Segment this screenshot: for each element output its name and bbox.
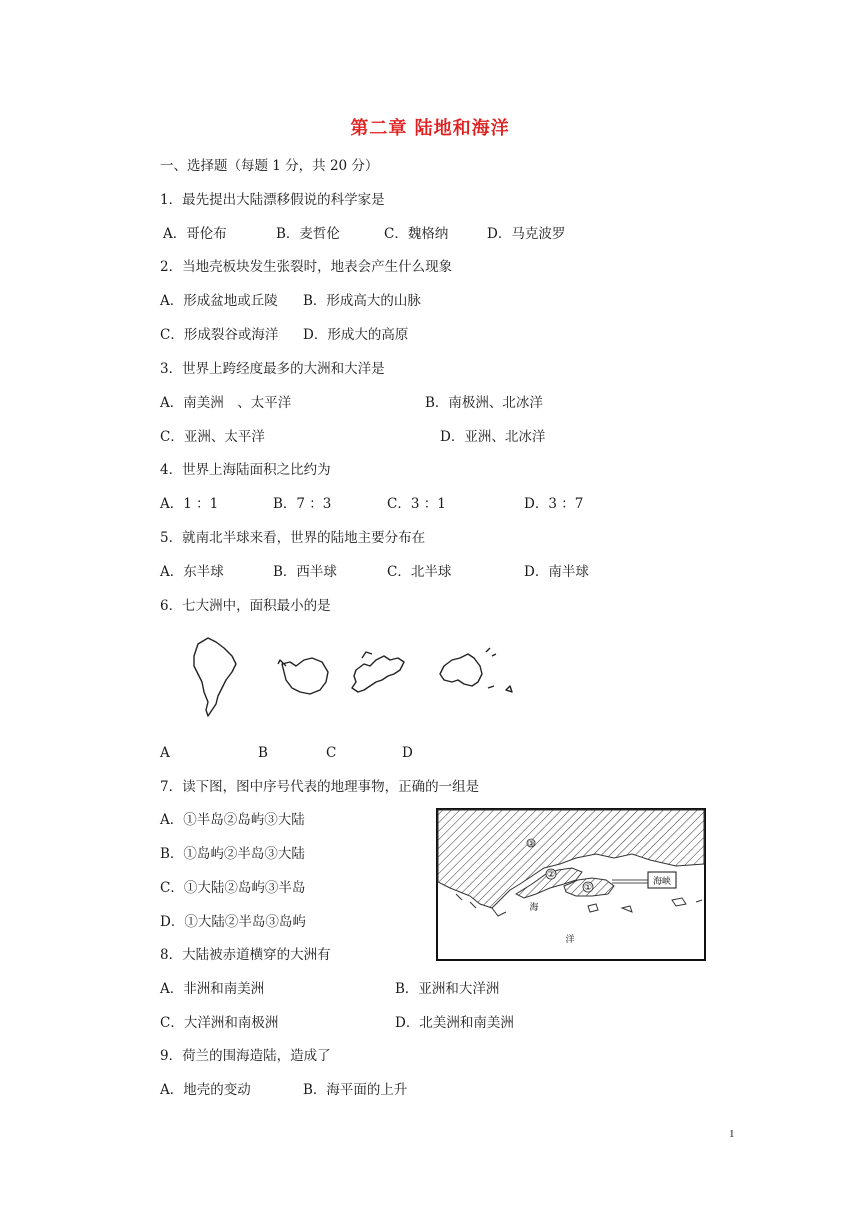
- q9-option-a: A．地壳的变动: [160, 1082, 251, 1098]
- q9-stem: 9．荷兰的围海造陆，造成了: [160, 1048, 331, 1064]
- q5-stem: 5．就南北半球来看，世界的陆地主要分布在: [160, 530, 426, 546]
- q1-stem: 1．最先提出大陆漂移假说的科学家是: [160, 192, 385, 208]
- q7-option-b: B．①岛屿②半岛③大陆: [160, 846, 305, 862]
- map-label-sea: 海: [529, 903, 539, 913]
- oceania-outline-icon: [440, 648, 512, 692]
- map-label-2: ②: [546, 870, 556, 880]
- q6-option-c: C: [326, 745, 337, 761]
- q5-option-d: D．南半球: [524, 564, 589, 580]
- q6-option-b: B: [258, 745, 268, 761]
- antarctica-outline-icon: [278, 658, 328, 694]
- europe-outline-icon: [352, 652, 404, 692]
- q8-option-d: D．北美洲和南美洲: [395, 1015, 514, 1031]
- q5-option-b: B．西半球: [273, 564, 337, 580]
- map-label-ocean: 洋: [565, 935, 575, 945]
- q6-option-d: D: [402, 745, 413, 761]
- q3-option-a: A．南美洲 、太平洋: [160, 395, 292, 411]
- q7-option-a: A．①半岛②岛屿③大陆: [160, 812, 305, 828]
- q5-option-a: A．东半球: [160, 564, 224, 580]
- q2-option-b: B．形成高大的山脉: [303, 293, 421, 309]
- q3-option-d: D．亚洲、北冰洋: [440, 429, 546, 445]
- q7-map-figure: [436, 808, 706, 961]
- q4-option-d: D．3 ：7: [524, 496, 584, 512]
- q1-option-c: C．魏格纳: [384, 226, 449, 242]
- q4-stem: 4．世界上海陆面积之比约为: [160, 462, 331, 478]
- q1-option-d: D．马克波罗: [487, 226, 566, 242]
- q4-option-c: C．3 ：1: [387, 496, 446, 512]
- continent-outlines-figure: [186, 630, 516, 725]
- q4-option-a: A．1 ：1: [160, 496, 219, 512]
- q2-option-c: C．形成裂谷或海洋: [160, 327, 279, 343]
- q9-option-b: B．海平面的上升: [303, 1082, 408, 1098]
- south-america-outline-icon: [194, 638, 236, 716]
- q3-option-c: C．亚洲、太平洋: [160, 429, 265, 445]
- q2-option-a: A．形成盆地或丘陵: [160, 293, 278, 309]
- map-label-3: ③: [527, 839, 535, 848]
- q1-option-a: A．哥伦布: [163, 226, 227, 242]
- section-heading: 一、选择题（每题 1 分，共 20 分）: [160, 158, 379, 174]
- q1-option-b: B．麦哲伦: [276, 226, 340, 242]
- page-title: 第二章 陆地和海洋: [350, 118, 510, 139]
- q6-stem: 6．七大洲中，面积最小的是: [160, 598, 331, 614]
- page-number: 1: [729, 1128, 735, 1140]
- q8-option-a: A．非洲和南美洲: [160, 981, 265, 997]
- map-label-strait: 海峡: [652, 877, 672, 887]
- q6-option-a: A: [160, 745, 170, 761]
- q2-stem: 2．当地壳板块发生张裂时，地表会产生什么现象: [160, 259, 453, 275]
- q8-option-c: C．大洋洲和南极洲: [160, 1015, 279, 1031]
- map-label-1: ①: [583, 883, 593, 893]
- q8-stem: 8．大陆被赤道横穿的大洲有: [160, 947, 331, 963]
- q4-option-b: B．7 ：3: [273, 496, 332, 512]
- q8-option-b: B．亚洲和大洋洲: [395, 981, 500, 997]
- q2-option-d: D．形成大的高原: [303, 327, 409, 343]
- q7-option-c: C．①大陆②岛屿③半岛: [160, 880, 306, 896]
- q7-option-d: D．①大陆②半岛③岛屿: [160, 914, 306, 930]
- q5-option-c: C．北半球: [387, 564, 452, 580]
- q3-stem: 3．世界上跨经度最多的大洲和大洋是: [160, 361, 385, 377]
- q3-option-b: B．南极洲、北冰洋: [425, 395, 543, 411]
- q7-stem: 7．读下图，图中序号代表的地理事物，正确的一组是: [160, 779, 480, 795]
